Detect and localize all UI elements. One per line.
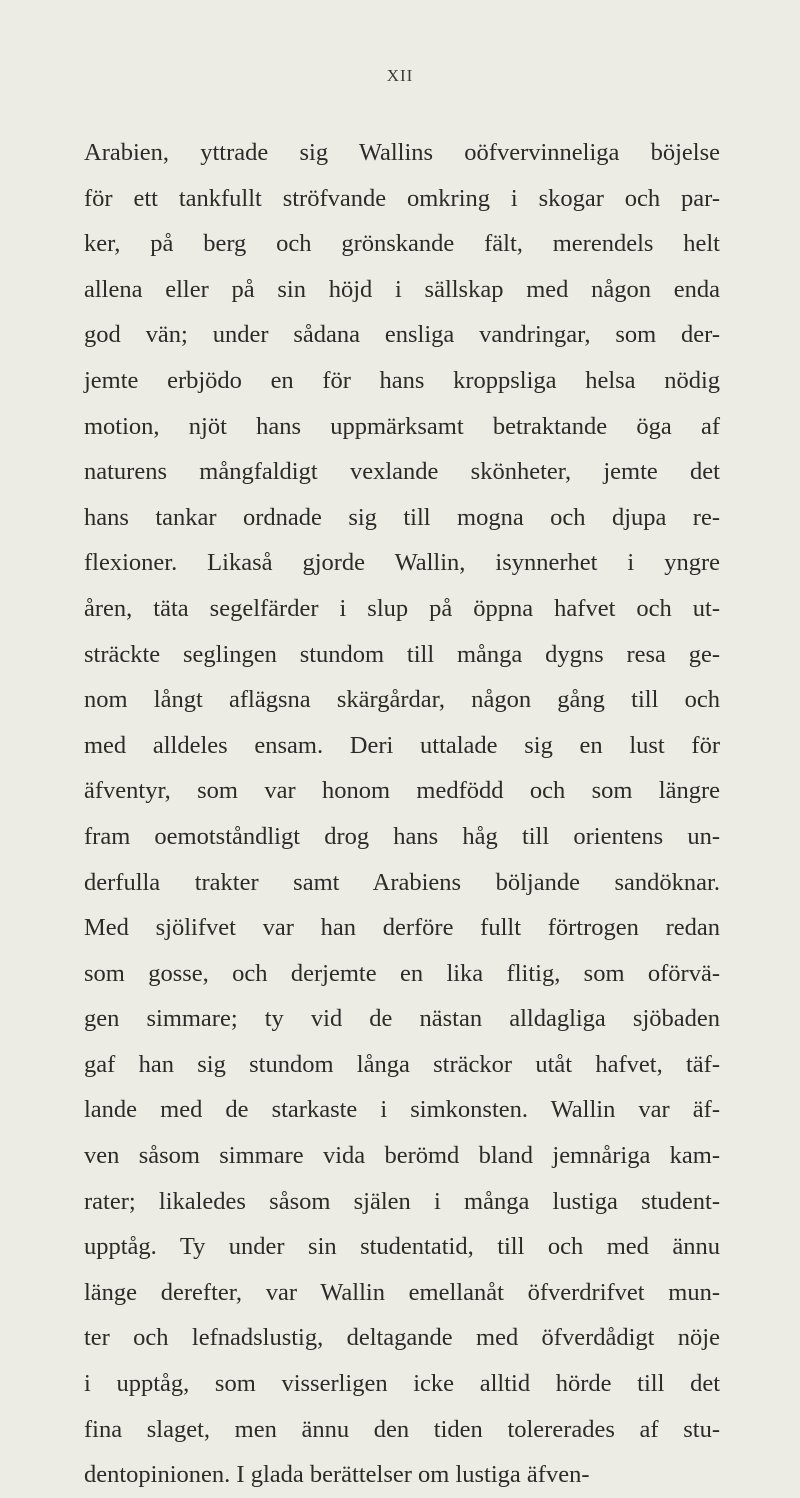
text-line: Med sjölifvet var han derföre fullt förtrogen redan — [84, 914, 720, 942]
text-line: sträckte seglingen stundom till många dygns resa ge- — [84, 640, 720, 668]
text-line: med alldeles ensam. Deri uttalade sig en lust för — [84, 731, 720, 759]
text-line: länge derefter, var Wallin emellanåt öfverdrifvet mun- — [84, 1278, 720, 1306]
text-line: gaf han sig stundom långa sträckor utåt hafvet, täf- — [84, 1050, 720, 1078]
text-line: allena eller på sin höjd i sällskap med någon enda — [84, 275, 720, 303]
text-line: flexioner. Likaså gjorde Wallin, isynnerhet i yngre — [84, 549, 720, 577]
text-line: upptåg. Ty under sin studentatid, till och med ännu — [84, 1233, 720, 1261]
text-line: god vän; under sådana ensliga vandringar, som der- — [84, 321, 720, 349]
text-line: naturens mångfaldigt vexlande skönheter, jemte det — [84, 458, 720, 486]
text-line: äfventyr, som var honom medfödd och som längre — [84, 777, 720, 805]
text-line: fram oemotståndligt drog hans håg till orientens un- — [84, 822, 720, 850]
text-line: ker, på berg och grönskande fält, merendels helt — [84, 230, 720, 258]
text-line: jemte erbjödo en för hans kroppsliga helsa nödig — [84, 366, 720, 394]
text-line: lande med de starkaste i simkonsten. Wallin var äf- — [84, 1096, 720, 1124]
text-line: gen simmare; ty vid de nästan alldagliga sjöbaden — [84, 1005, 720, 1033]
text-line: fina slaget, men ännu den tiden tolererades af stu- — [84, 1415, 720, 1443]
text-line: hans tankar ordnade sig till mogna och djupa re- — [84, 503, 720, 531]
text-line: dentopinionen. I glada berättelser om lustiga äfven- — [84, 1461, 590, 1489]
text-line: derfulla trakter samt Arabiens böljande sandöknar. — [84, 868, 720, 896]
text-line: som gosse, och derjemte en lika flitig, som oförvä- — [84, 959, 720, 987]
text-line: åren, täta segelfärder i slup på öppna hafvet och ut- — [84, 594, 720, 622]
page-number: XII — [386, 66, 414, 85]
body-text — [84, 130, 720, 1498]
text-line: nom långt aflägsna skärgårdar, någon gång till och — [84, 686, 720, 714]
text-line: för ett tankfullt ströfvande omkring i skogar och par- — [84, 184, 720, 212]
text-line: motion, njöt hans uppmärksamt betraktande öga af — [84, 412, 720, 440]
text-line: ter och lefnadslustig, deltagande med öfverdådigt nöje — [84, 1324, 720, 1352]
text-line: i upptåg, som visserligen icke alltid hörde till det — [84, 1370, 720, 1398]
text-line: rater; likaledes såsom själen i många lustiga student- — [84, 1187, 720, 1215]
text-line: Arabien, yttrade sig Wallins oöfvervinneliga böjelse — [84, 139, 720, 166]
text-line: ven såsom simmare vida berömd bland jemnåriga kam- — [84, 1142, 720, 1170]
